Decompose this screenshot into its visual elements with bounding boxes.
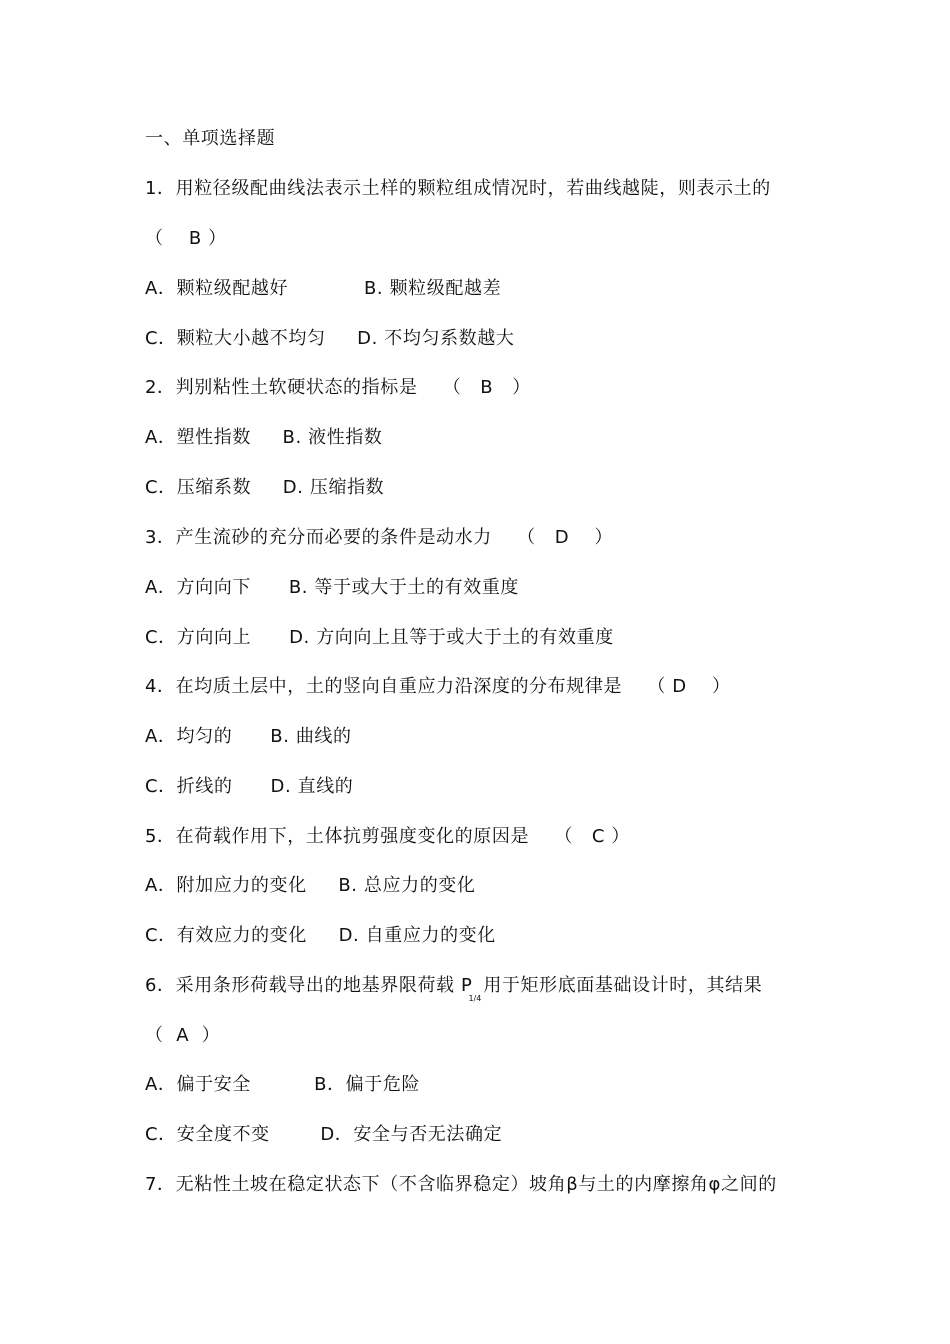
question-3-option-ab: A．方向向下 B. 等于或大于土的有效重度	[145, 577, 520, 598]
question-4-stem: 4．在均质土层中，土的竖向自重应力沿深度的分布规律是 （ D ）	[145, 676, 731, 697]
question-5-option-cd: C．有效应力的变化 D. 自重应力的变化	[145, 925, 496, 946]
question-5-stem: 5．在荷载作用下，土体抗剪强度变化的原因是 （ C ）	[145, 826, 630, 847]
question-6-stem-start: 6．采用条形荷载导出的地基界限荷载 P	[145, 975, 473, 996]
question-1-option-cd: C．颗粒大小越不均匀 D. 不均匀系数越大	[145, 328, 515, 349]
question-2-stem: 2．判别粘性土软硬状态的指标是 （ B ）	[145, 377, 531, 398]
section-title: 一、单项选择题	[145, 128, 276, 149]
question-1-answer: （ B ）	[145, 228, 227, 249]
question-2-option-ab: A．塑性指数 B. 液性指数	[145, 427, 383, 448]
question-3-stem: 3．产生流砂的充分而必要的条件是动水力 （ D ）	[145, 527, 614, 548]
question-4-option-cd: C．折线的 D. 直线的	[145, 776, 354, 797]
question-1-option-ab: A．颗粒级配越好 B. 颗粒级配越差	[145, 278, 502, 299]
question-5-option-ab: A．附加应力的变化 B. 总应力的变化	[145, 875, 476, 896]
question-2-option-cd: C．压缩系数 D. 压缩指数	[145, 477, 385, 498]
question-6-option-cd: C．安全度不变 D．安全与否无法确定	[145, 1124, 503, 1145]
question-6-answer: （ A ）	[145, 1025, 221, 1046]
question-1-stem: 1．用粒径级配曲线法表示土样的颗粒组成情况时，若曲线越陡，则表示土的	[145, 178, 771, 199]
question-6-option-ab: A．偏于安全 B．偏于危险	[145, 1074, 421, 1095]
question-7-stem: 7．无粘性土坡在稳定状态下（不含临界稳定）坡角β与土的内摩擦角φ之间的	[145, 1174, 777, 1195]
question-6-stem	[145, 974, 762, 1003]
question-6-stem-end: 用于矩形底面基础设计时，其结果	[483, 975, 763, 996]
question-6-subscript: 1/4	[468, 994, 482, 1003]
question-4-option-ab: A．均匀的 B. 曲线的	[145, 726, 352, 747]
question-3-option-cd: C．方向向上 D. 方向向上且等于或大于土的有效重度	[145, 627, 614, 648]
